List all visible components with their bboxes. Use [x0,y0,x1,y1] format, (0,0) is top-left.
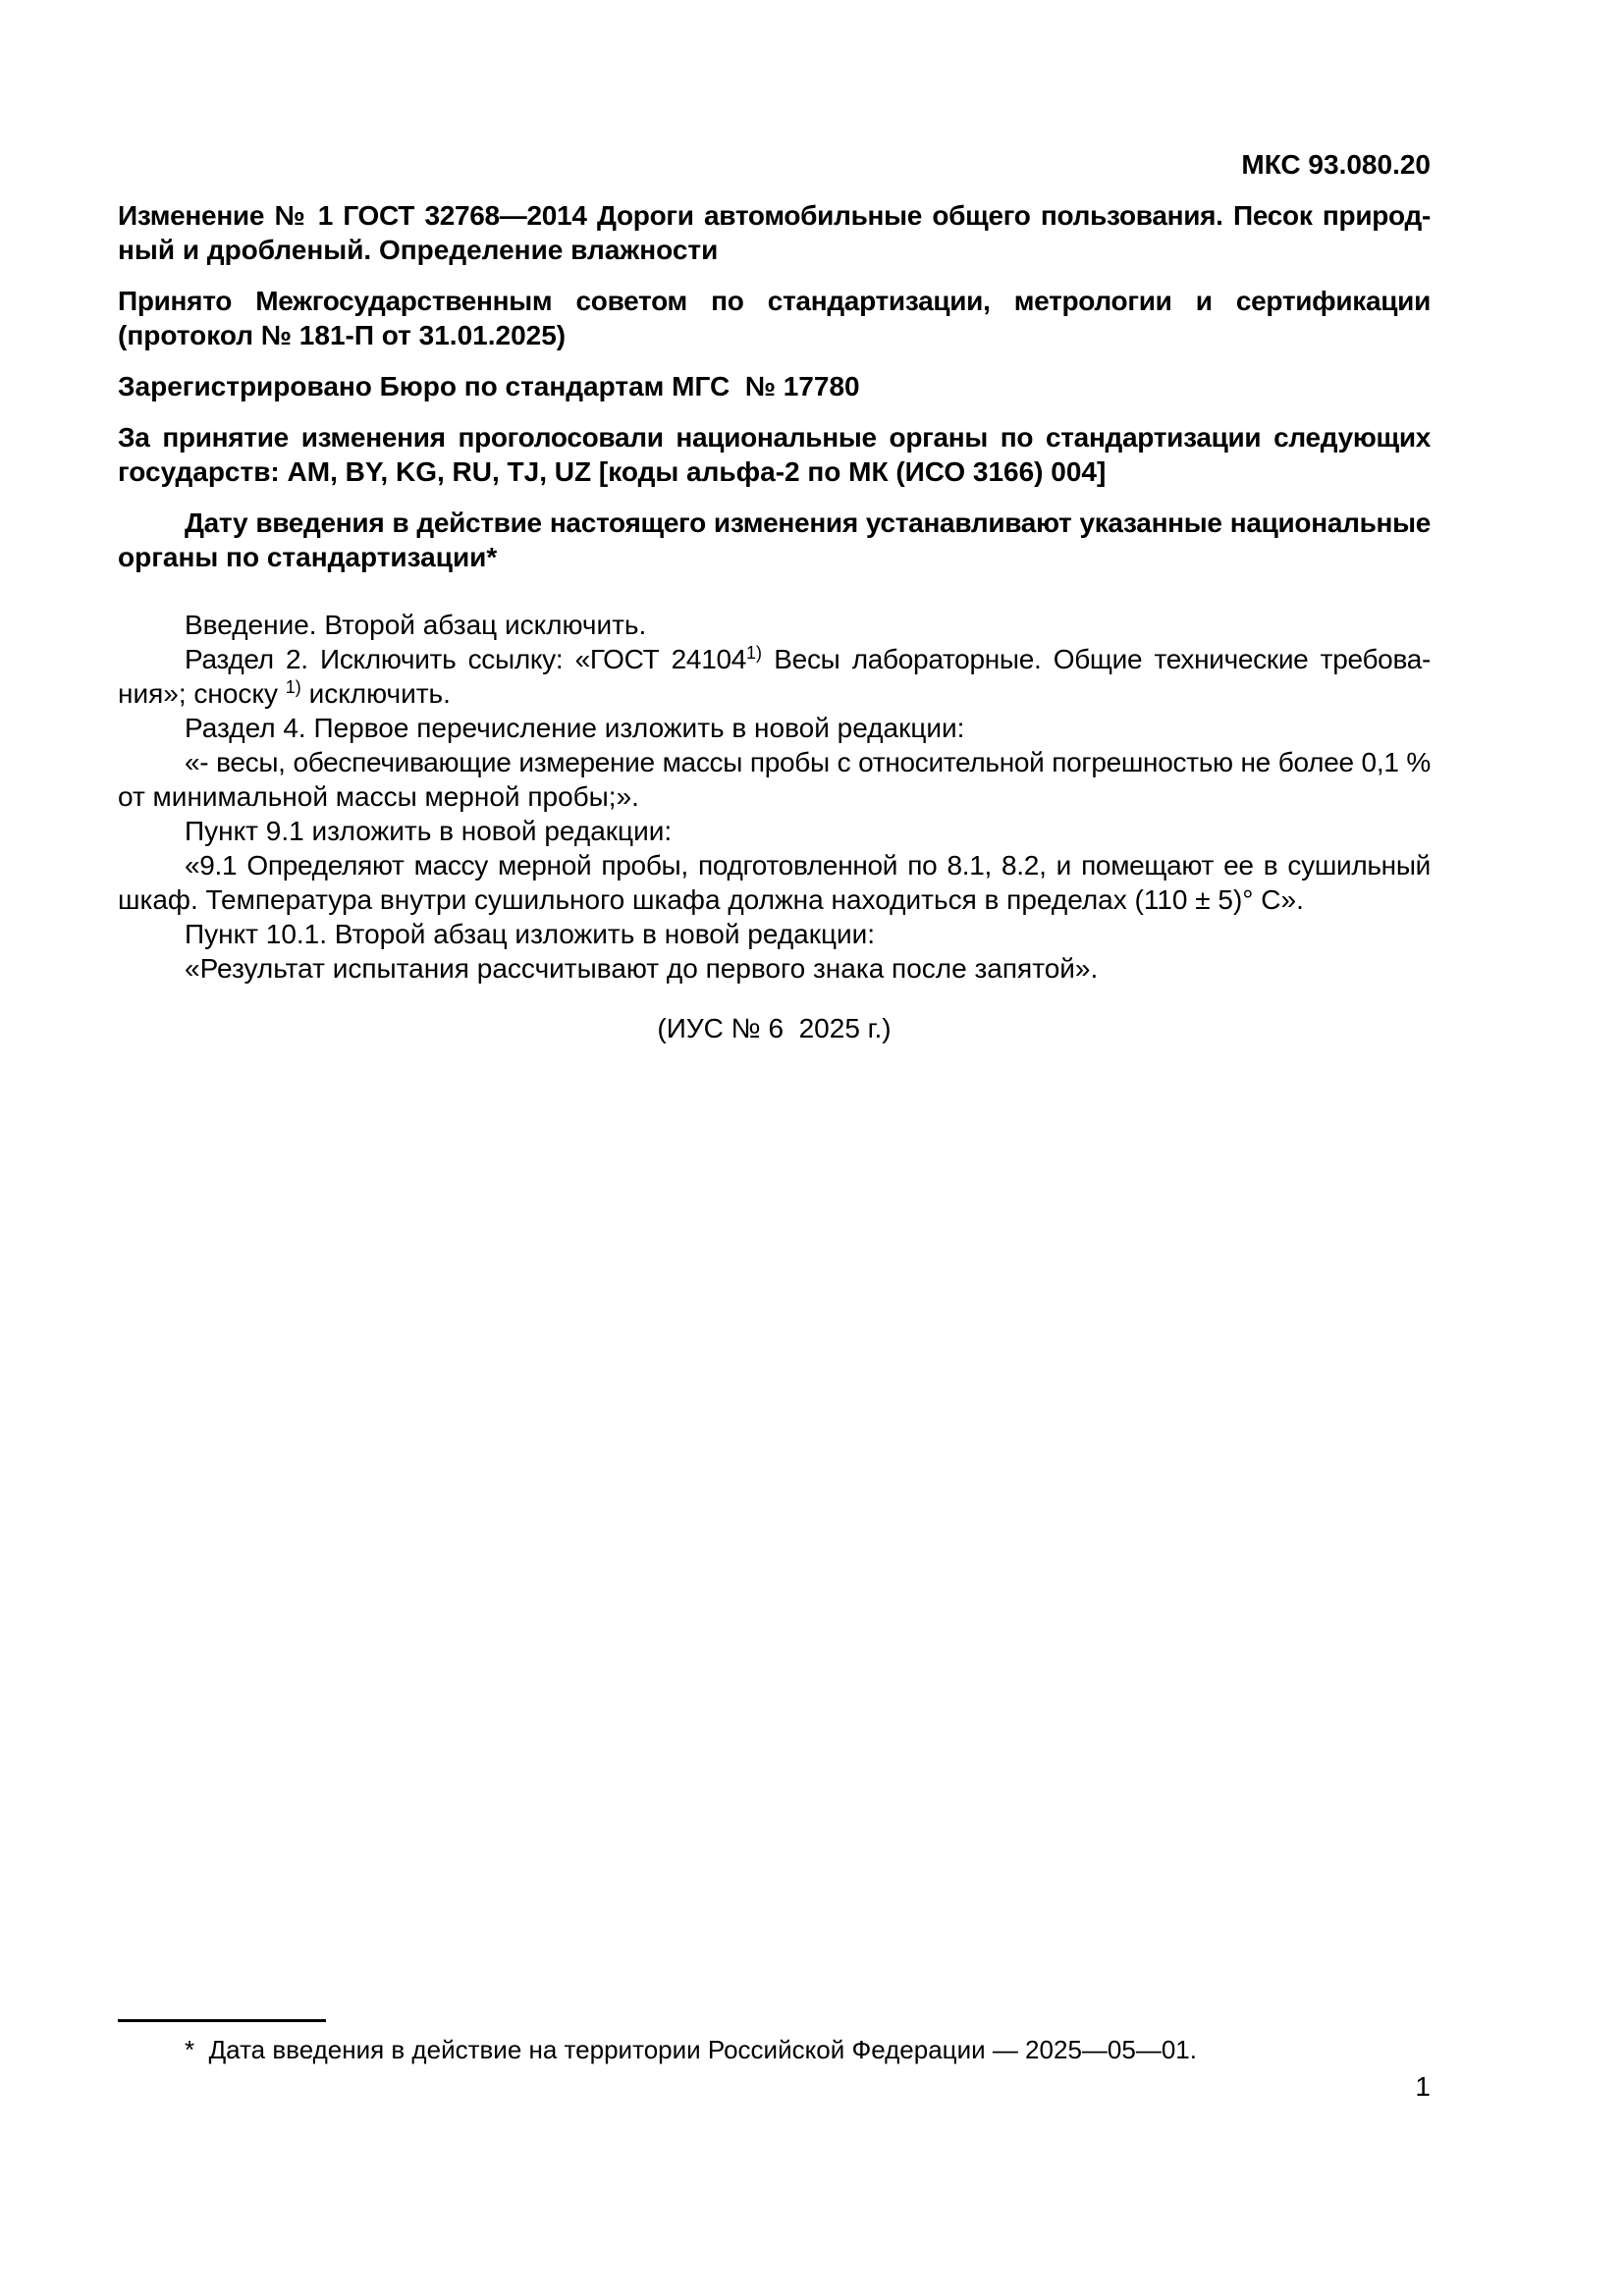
document-title [118,198,1431,267]
effective-date-line-1: Дату введения в действие настоящего изменения устанавливают указанные национальные [185,507,1431,538]
adoption-line-1: Принято Межгосударственным советом по стандартизации, метрологии и сертификации [118,286,1431,316]
effective-date-line-2: органы по стандартизации* [118,542,498,572]
amendment-section4-line-1: «- весы, обеспечивающие измерение массы пробы с относительной погрешностью не более 0,1 % [185,747,1431,777]
amendment-intro: Введение. Второй абзац исключить. [185,610,647,640]
section2-segment-2: Весы лабораторные. Общие технические требова- [762,644,1432,674]
title-line-2: ный и дробленый. Определение влажности [118,235,719,265]
adoption-statement [118,284,1431,352]
amendment-clause91-line-1: «9.1 Определяют массу мерной пробы, подготовленной по 8.1, 8.2, и помещают ее в сушильный [185,850,1431,881]
registration-statement [118,369,1431,403]
amendment-section2-line-2 [118,676,1431,711]
footnote-text: * Дата введения в действие на территории Российской Федерации — 2025—05—01. [185,2035,1197,2064]
section2-segment-3: ния»; сноску [118,678,286,709]
amendment-clause101-line-1: «Результат испытания рассчитывают до первого знака после запятой». [185,953,1099,984]
voting-line-1: За принятие изменения проголосовали национальные органы по стандартизации следующих [118,422,1431,453]
adoption-line-2: (протокол № 181-П от 31.01.2025) [118,320,567,350]
footnote-ref-2: 1) [285,677,301,697]
ics-code: МКС 93.080.20 [1241,149,1431,180]
effective-date-note [118,506,1431,574]
registration-line: Зарегистрировано Бюро по стандартам МГС № 17780 [118,371,860,401]
amendment-clause101-head: Пункт 10.1. Второй абзац изложить в новой редакции: [185,919,876,949]
amendment-clause91-head: Пункт 9.1 изложить в новой редакции: [185,816,673,846]
footnote-ref-1: 1) [746,643,763,663]
document-content [118,0,1431,1045]
section2-segment-4: исключить. [300,678,451,709]
voting-line-2: государств: AM, BY, KG, RU, TJ, UZ [коды альфа-2 по МК (ИСО 3166) 004] [118,456,1107,487]
page-number: 1 [1415,2071,1431,2102]
amendment-section4-line-2: от минимальной массы мерной пробы;». [118,781,639,812]
amendment-clause91-line-2: шкаф. Температура внутри сушильного шкафа должна находиться в пределах (110 ± 5)° С». [118,884,1304,915]
amendment-section2-line-1 [118,642,1431,676]
title-line-1: Изменение № 1 ГОСТ 32768—2014 Дороги автомобильные общего пользования. Песок природ- [118,200,1431,231]
section2-segment-1: Раздел 2. Исключить ссылку: «ГОСТ 24104 [185,644,747,674]
amendment-section4-head: Раздел 4. Первое перечисление изложить в новой редакции: [185,713,965,743]
amendments-body [118,608,1431,986]
footnote-divider [118,2019,326,2022]
ius-reference: (ИУС № 6 2025 г.) [657,1013,892,1043]
voting-statement [118,420,1431,489]
